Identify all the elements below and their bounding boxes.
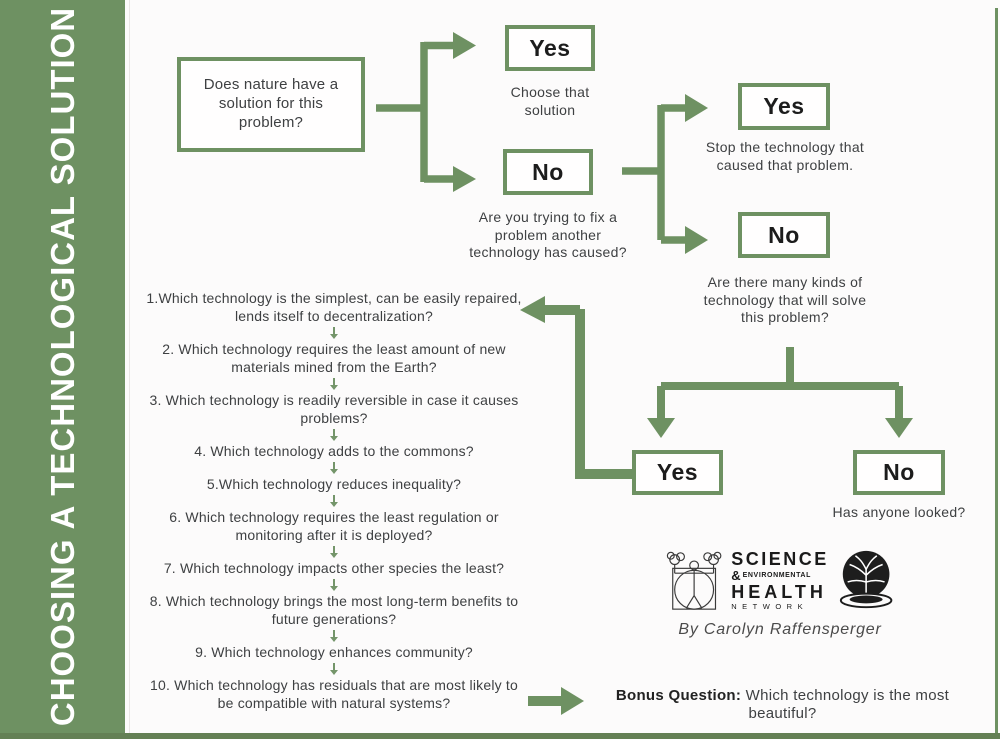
bonus-question-label: Bonus Question: bbox=[615, 687, 742, 704]
logo-line-environmental: ENVIRONMENTAL bbox=[742, 571, 811, 579]
bonus-question-text: Which technology is the most beautiful? bbox=[745, 687, 950, 722]
list-item: 5.Which technology reduces inequality? bbox=[206, 476, 462, 492]
logo-ampersand: & bbox=[731, 567, 741, 583]
list-item: 1.Which technology is the simplest, can be easily repaired, lends itself to decentralization? bbox=[146, 290, 522, 324]
vitruvian-figure-icon bbox=[664, 547, 724, 613]
list-item: 10. Which technology has residuals that are most likely to be compatible with natural systems? bbox=[150, 677, 518, 711]
down-arrow-icon bbox=[333, 546, 335, 553]
branch3-no-caption: Has anyone looked? bbox=[832, 504, 966, 520]
branch1-yes-label: Yes bbox=[529, 34, 571, 61]
down-arrow-icon bbox=[333, 630, 335, 637]
branch3-yes-label: Yes bbox=[656, 459, 699, 485]
list-item: 3. Which technology is readily reversible in case it causes problems? bbox=[149, 392, 519, 426]
bonus-question bbox=[595, 687, 970, 723]
down-arrow-icon bbox=[333, 429, 335, 436]
down-arrow-icon bbox=[333, 327, 335, 334]
branch1-yes-box bbox=[505, 25, 595, 71]
branch2-yes-box bbox=[738, 83, 830, 130]
branch2-yes-caption: Stop the technology that caused that problem. bbox=[705, 139, 865, 173]
logo-line-health: HEALTH bbox=[731, 581, 827, 602]
branch2-yes-label: Yes bbox=[763, 93, 805, 119]
branch3-no-label: No bbox=[883, 459, 915, 485]
tree-emblem-icon bbox=[836, 548, 896, 612]
branch3-yes-box bbox=[632, 450, 723, 495]
branch1-yes-caption: Choose that solution bbox=[510, 84, 590, 118]
root-question-text: Does nature have a solution for this problem? bbox=[203, 76, 339, 131]
logo-line-science: SCIENCE bbox=[731, 548, 829, 569]
branch3-no-box bbox=[853, 450, 945, 495]
branch1-no-box bbox=[503, 149, 593, 195]
logo-line-network: NETWORK bbox=[731, 601, 809, 611]
down-arrow-icon bbox=[333, 462, 335, 469]
author-byline: By Carolyn Raffensperger bbox=[678, 621, 882, 638]
branch1-no-caption: Are you trying to fix a problem another technology has caused? bbox=[469, 209, 627, 260]
down-arrow-icon bbox=[333, 378, 335, 385]
sehn-logo-text bbox=[731, 550, 829, 611]
list-item: 2. Which technology requires the least amount of new materials mined from the Earth? bbox=[162, 341, 506, 375]
down-arrow-icon bbox=[333, 663, 335, 670]
root-question-box bbox=[177, 57, 365, 152]
list-item: 8. Which technology brings the most long-term benefits to future generations? bbox=[149, 593, 519, 627]
down-arrow-icon bbox=[333, 495, 335, 502]
list-item: 4. Which technology adds to the commons? bbox=[194, 443, 474, 459]
branch2-no-box bbox=[738, 212, 830, 258]
down-arrow-icon bbox=[333, 579, 335, 586]
branch1-no-label: No bbox=[532, 158, 564, 185]
sehn-logo bbox=[664, 545, 896, 615]
list-item: 7. Which technology impacts other species the least? bbox=[163, 560, 505, 576]
page-title: CHOOSING A TECHNOLOGICAL SOLUTION bbox=[43, 6, 81, 727]
list-item: 9. Which technology enhances community? bbox=[195, 644, 473, 660]
criteria-list bbox=[145, 289, 523, 712]
branch2-no-label: No bbox=[768, 221, 800, 248]
list-item: 6. Which technology requires the least regulation or monitoring after it is deployed? bbox=[169, 509, 499, 543]
branch2-no-caption: Are there many kinds of technology that will solve this problem? bbox=[703, 274, 867, 325]
